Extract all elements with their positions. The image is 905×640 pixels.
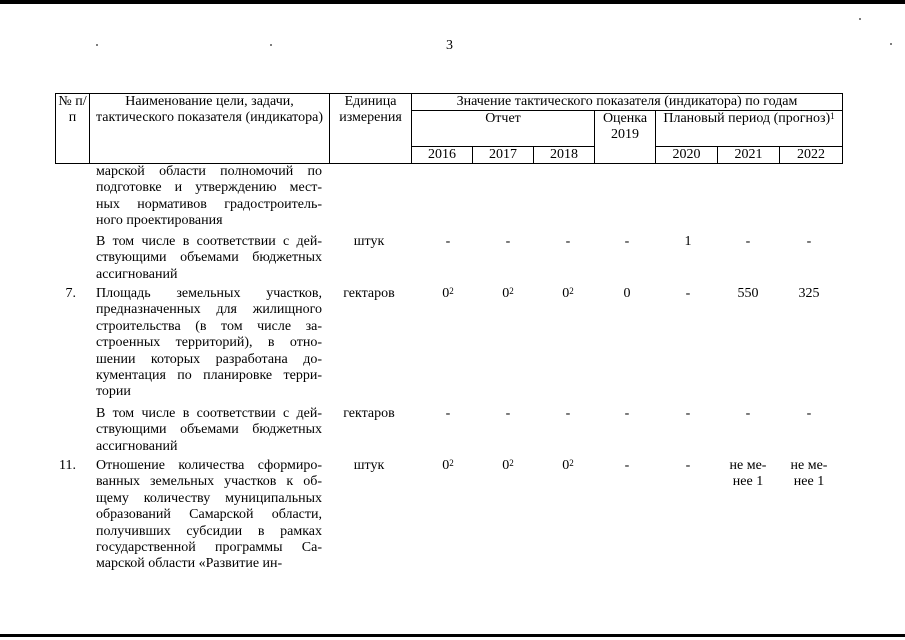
description-line: шении которых разработана до- [96,351,322,367]
description-line: строенных территорий), в отно- [96,335,322,351]
scan-speck [859,18,861,20]
description-line: строительства (в том числе за- [96,318,322,334]
value-text: - [445,234,451,249]
row-value [538,286,598,302]
value-text: - [806,406,812,421]
row-value [718,286,778,302]
row-value [718,234,778,250]
value-footnote: 2 [509,458,514,468]
row-description [96,164,322,230]
value-text: 325 [798,286,820,301]
description-line: предназначенных для жилищного [96,302,322,318]
row-unit: штук [353,458,385,473]
value-text: $0^2$ [502,286,514,301]
description-line: ассигнований [96,438,178,454]
value-text: 550 [737,286,759,301]
value-text: - [565,234,571,249]
description-line: получивших субсидии в рамках [96,523,322,539]
row-value [597,234,657,250]
description-line: ассигнований [96,266,178,282]
row-unit: гектаров [343,286,395,301]
value-text: 1 [684,234,692,249]
header-year: 2018 [534,147,595,164]
value-text: - [505,406,511,421]
value-footnote: 2 [449,458,454,468]
header-year: 2020 [656,147,718,164]
bottom-border-line [0,634,905,637]
row-value [418,234,478,250]
value-footnote: 2 [569,458,574,468]
table-header [55,93,843,164]
description-line: В том числе в соответствии с дей- [96,406,322,421]
description-line: ных нормативов градостроитель- [96,196,322,212]
row-value [478,234,538,250]
scan-speck [890,43,892,45]
row-value [718,406,778,422]
row-value [597,458,657,474]
header-year: 2021 [718,147,780,164]
row-number: 11. [59,458,76,473]
description-line: ванных земельных участков к об- [96,474,322,490]
description-line: образований Самарской области, [96,507,322,523]
description-line: Площадь земельных участков, [96,286,322,301]
row-unit: штук [353,234,385,249]
row-value [779,234,839,250]
value-text: нее 1 [793,474,825,490]
value-text: $0^2$ [502,458,514,473]
description-line: подготовке и утверждению мест- [96,180,322,196]
row-value [538,406,598,422]
plan-label: Плановый период (прогноз) [663,111,831,126]
description-line: В том числе в соответствии с дей- [96,234,322,249]
row-number: 7. [65,286,76,301]
value-text: - [685,458,691,473]
row-description [96,234,322,283]
value-text: - [565,406,571,421]
plan-footnote: 1 [830,111,835,121]
value-text: - [806,234,812,249]
description-line: марской области полномочий по [96,164,322,179]
value-text: $0^2$ [442,458,454,473]
value-text: - [685,406,691,421]
description-line: Отношение количества сформиро- [96,458,322,473]
row-value [418,406,478,422]
value-text: $0^2$ [442,286,454,301]
header-unit-col: Единица измерения [330,94,412,164]
value-text: - [445,406,451,421]
header-plan-group [656,111,843,147]
row-value [478,458,538,474]
scan-speck [270,44,272,46]
description-line: кументация по планировке терри- [96,368,322,384]
row-value [538,234,598,250]
row-value [597,286,657,302]
row-value [779,458,839,491]
page-number: 3 [446,38,453,53]
header-report-group: Отчет [412,111,595,147]
value-text: - [685,286,691,301]
value-footnote: 2 [509,286,514,296]
value-text: $0^2$ [562,458,574,473]
value-footnote: 2 [449,286,454,296]
row-description [96,406,322,455]
row-value [779,406,839,422]
value-text: не ме- [729,458,767,473]
description-line: марской области «Развитие ин- [96,556,283,572]
value-text: - [745,234,751,249]
description-line: тории [96,384,131,400]
description-line: ствующими объемами бюджетных [96,422,322,438]
value-text: не ме- [790,458,828,473]
header-year: 2017 [473,147,534,164]
value-text: - [624,458,630,473]
header-values-col: Значение тактического показателя (индикатора) по годам [412,94,843,111]
value-footnote: 2 [569,286,574,296]
row-value [478,286,538,302]
row-value [658,458,718,474]
description-line: государственной программы Са- [96,540,322,556]
value-text: - [624,234,630,249]
value-text: нее 1 [732,474,764,490]
row-description [96,458,322,573]
value-text: - [745,406,751,421]
row-value [718,458,778,491]
row-value [478,406,538,422]
row-value [418,286,478,302]
row-value [658,286,718,302]
value-text: $0^2$ [562,286,574,301]
header-number-col: № п/п [56,94,90,164]
row-value [538,458,598,474]
row-unit: гектаров [343,406,395,421]
value-text: 0 [623,286,631,301]
header-year: 2022 [780,147,843,164]
value-text: - [624,406,630,421]
row-description [96,286,322,401]
header-year: 2016 [412,147,473,164]
row-value [658,406,718,422]
row-value [779,286,839,302]
description-line: щему количеству муниципальных [96,490,322,506]
value-text: - [505,234,511,249]
header-estimate-group: Оценка 2019 [595,111,656,164]
header-name-col: Наименование цели, задачи, тактического показателя (индикатора) [90,94,330,164]
top-border-line [0,0,905,4]
row-value [597,406,657,422]
description-line: ствующими объемами бюджетных [96,250,322,266]
row-value [418,458,478,474]
scan-speck [96,44,98,46]
row-value [658,234,718,250]
description-line: ного проектирования [96,213,223,229]
